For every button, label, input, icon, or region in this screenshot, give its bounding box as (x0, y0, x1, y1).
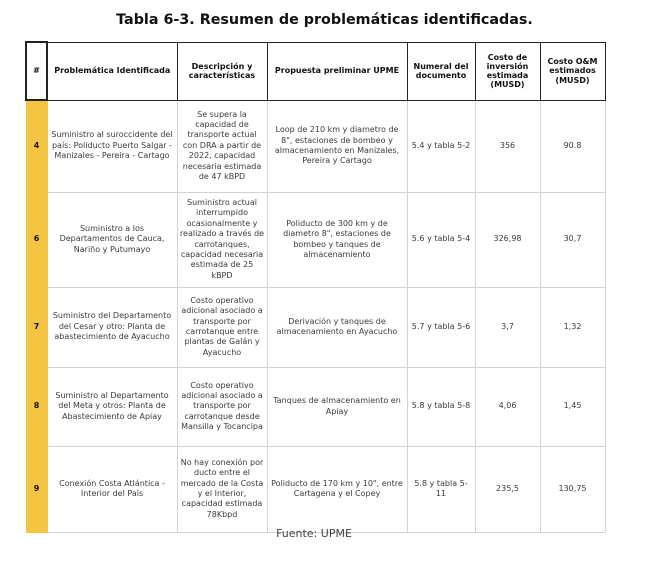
cell-costo-om: 90.8 (540, 100, 605, 192)
cell-costo-om: 1,45 (540, 367, 605, 446)
table-row (26, 192, 605, 287)
header-propuesta: Propuesta preliminar UPME (267, 42, 407, 100)
row-number: 8 (26, 367, 47, 446)
cell-propuesta: Poliducto de 170 km y 10", entre Cartagena y el Copey (267, 446, 407, 532)
cell-propuesta: Tanques de almacenamiento en Apiay (267, 367, 407, 446)
cell-problematica: Suministro al Departamento del Meta y otros: Planta de Abastecimiento de Apiay (47, 367, 177, 446)
header-problematica: Problemática Identificada (47, 42, 177, 100)
cell-descripcion: Costo operativo adicional asociado a transporte por carrotanque desde Mansilla y Tocancipa (177, 367, 267, 446)
cell-numeral: 5.8 y tabla 5-11 (407, 446, 475, 532)
table-row (26, 287, 605, 367)
row-number: 7 (26, 287, 47, 367)
header-num: # (26, 42, 47, 100)
table-row (26, 367, 605, 446)
table-title: Tabla 6-3. Resumen de problemáticas identificadas. (116, 12, 533, 28)
cell-costo-om: 130,75 (540, 446, 605, 532)
header-costo-om: Costo O&M estimados (MUSD) (540, 42, 605, 100)
header-costo-inversion: Costo de inversión estimada (MUSD) (475, 42, 540, 100)
row-number: 6 (26, 192, 47, 287)
table-row (26, 446, 605, 532)
table-header-row (26, 42, 605, 100)
cell-numeral: 5.8 y tabla 5-8 (407, 367, 475, 446)
cell-descripcion: Se supera la capacidad de transporte actual con DRA a partir de 2022, capacidad necesaria estimada de 47 kBPD (177, 100, 267, 192)
cell-costo-inversion: 4,06 (475, 367, 540, 446)
cell-descripcion: No hay conexión por ducto entre el mercado de la Costa y el Interior, capacidad estimada 78Kbpd (177, 446, 267, 532)
cell-propuesta: Derivación y tanques de almacenamiento en Ayacucho (267, 287, 407, 367)
cell-costo-om: 1,32 (540, 287, 605, 367)
cell-numeral: 5.4 y tabla 5-2 (407, 100, 475, 192)
cell-problematica: Suministro a los Departamentos de Cauca, Nariño y Putumayo (47, 192, 177, 287)
cell-numeral: 5.7 y tabla 5-6 (407, 287, 475, 367)
cell-costo-inversion: 235,5 (475, 446, 540, 532)
cell-costo-inversion: 326,98 (475, 192, 540, 287)
cell-problematica: Conexión Costa Atlántica - Interior del País (47, 446, 177, 532)
cell-problematica: Suministro del Departamento del Cesar y otro: Planta de abastecimiento de Ayacucho (47, 287, 177, 367)
cell-propuesta: Loop de 210 km y diametro de 8", estaciones de bombeo y almacenamiento en Manizales, Pereira y Cartago (267, 100, 407, 192)
row-number: 4 (26, 100, 47, 192)
cell-propuesta: Poliducto de 300 km y de diametro 8", estaciones de bombeo y tanques de almacenamiento (267, 192, 407, 287)
cell-costo-om: 30,7 (540, 192, 605, 287)
row-number: 9 (26, 446, 47, 532)
source-footer: Fuente: UPME (276, 527, 352, 540)
cell-descripcion: Suministro actual interrumpido ocasionalmente y realizado a través de carrotanques, capacidad necesaria estimada de 25 kBPD (177, 192, 267, 287)
cell-costo-inversion: 3,7 (475, 287, 540, 367)
cell-problematica: Suministro al suroccidente del país: Poliducto Puerto Salgar - Manizales - Pereira - Cartago (47, 100, 177, 192)
cell-numeral: 5.6 y tabla 5-4 (407, 192, 475, 287)
cell-descripcion: Costo operativo adicional asociado a transporte por carrotanque entre plantas de Galán y Ayacucho (177, 287, 267, 367)
table-row (26, 100, 605, 192)
problematicas-table (25, 41, 606, 533)
header-descripcion: Descripción y características (177, 42, 267, 100)
cell-costo-inversion: 356 (475, 100, 540, 192)
header-numeral: Numeral del documento (407, 42, 475, 100)
